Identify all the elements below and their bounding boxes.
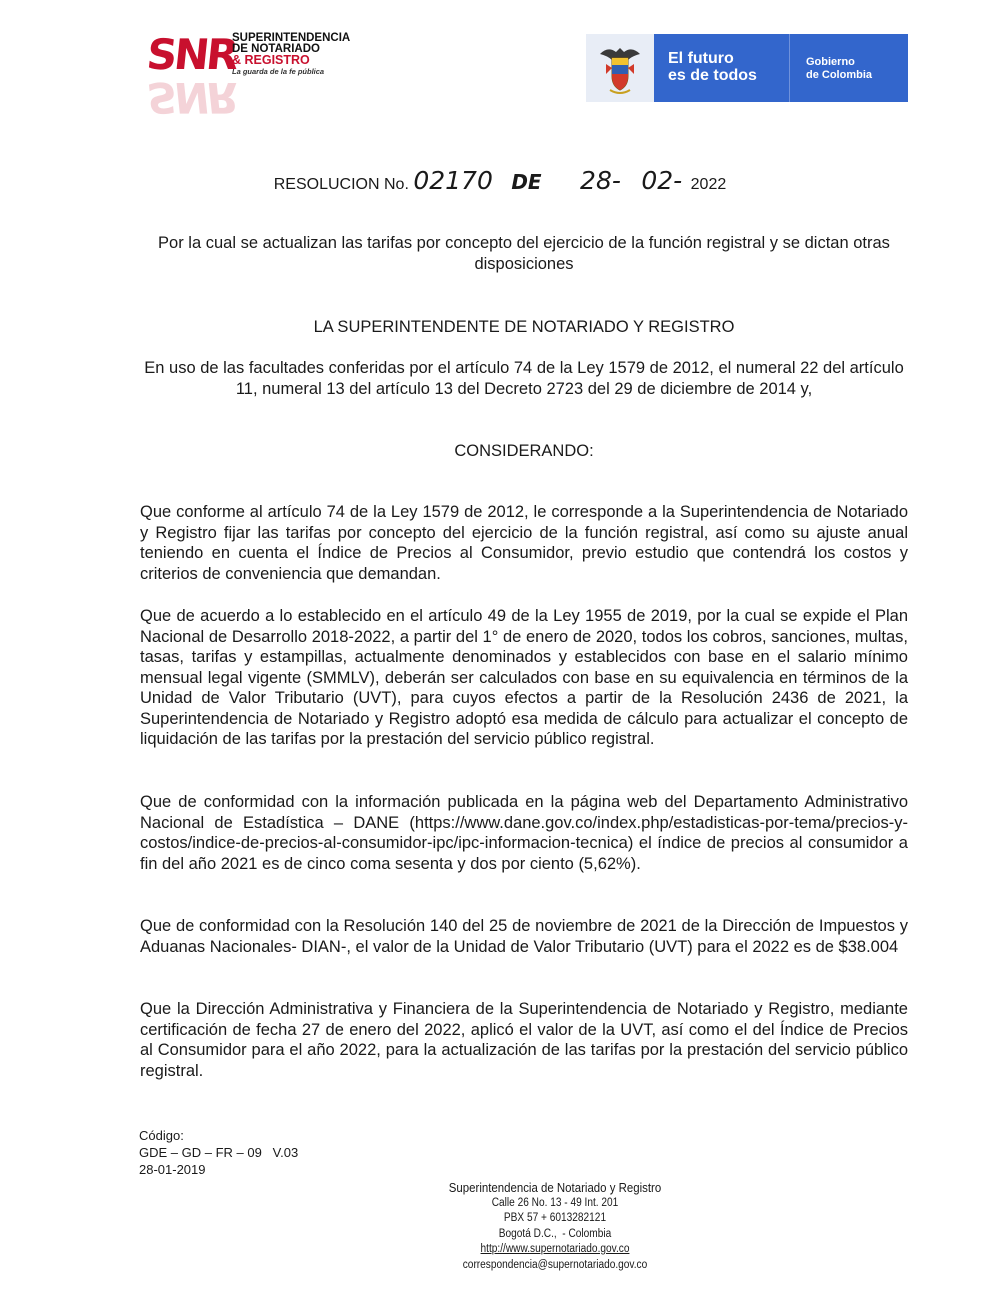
authority-title: LA SUPERINTENDENTE DE NOTARIADO Y REGISTRO — [313, 318, 735, 336]
colombia-coat-of-arms-icon — [586, 34, 654, 102]
resolution-number: 02170 — [413, 166, 493, 195]
resolution-year: 2022 — [690, 176, 727, 193]
document-code-value: GDE – GD – FR – 09 V.03 — [139, 1145, 299, 1160]
paragraph-3: Que de conformidad con la información publicada en la página web del Departamento Administrativo Nacional de Estadística – DANE (https://www.dane.gov.co/index.php/estadisticas-por-tema/precios-y-costos/indice-de-precios-al-consumidor-ipc/ipc-informacion-tecnica) el índice de precios al consumidor a fin del año 2021 es de cinco coma sesenta y dos por ciento (5,62%). — [140, 793, 908, 873]
gov-banner-sub-line2: de Colombia — [806, 69, 873, 81]
footer-org-name: Superintendencia de Notariado y Registro — [448, 1180, 662, 1195]
document-code-label: Código: — [139, 1128, 184, 1143]
paragraph-2: Que de acuerdo a lo establecido en el artículo 49 de la Ley 1955 de 2019, por la cual se expide el Plan Nacional de Desarrollo 2018-2022, a partir del 1° de enero de 2020, todos los cobros, sanciones, multas, tasas, tarifas y estampillas, actualmente denominados y establecidos con base en el salario mínimo mensual legal vigente (SMMLV), deberán ser calculados con base en su equivalencia en términos de la Unidad de Valor Tributario (UVT), para cuyos efectos a partir de la Resolución 2436 de 2021, la Superintendencia de Notariado y Registro adoptó esa medida de cálculo para actualizar el concepto de liquidación de las tarifas por la prestación del servicio público registral. — [140, 607, 908, 748]
snr-logo-tagline: La guarda de la fe pública — [232, 67, 325, 76]
snr-logo-text — [232, 33, 350, 77]
document-code-block — [139, 1127, 298, 1178]
footer-email[interactable]: correspondencia@supernotariado.gov.co — [462, 1258, 648, 1271]
paragraph-4: Que de conformidad con la Resolución 140 del 25 de noviembre de 2021 de la Dirección de Impuestos y Aduanas Nacionales- DIAN-, el valor de la Unidad de Valor Tributario (UVT) para el 2022 es de $38.004 — [140, 917, 908, 956]
gov-banner-slogan — [668, 50, 757, 84]
snr-logo-line1: SUPERINTENDENCIA — [232, 32, 351, 44]
gov-banner-divider — [789, 34, 790, 102]
gov-banner-slogan-line1: El futuro — [668, 50, 734, 67]
paragraph-5: Que la Dirección Administrativa y Financiera de la Superintendencia de Notariado y Registro, mediante certificación de fecha 27 de enero del 2022, aplicó el valor de la UVT, así como el del Índice de Precios al Consumidor para el año 2022, para la actualización de las tarifas por la prestación del servicio público registral. — [140, 1000, 908, 1080]
snr-logo — [144, 30, 351, 122]
resolution-label: RESOLUCION No. — [273, 176, 409, 193]
gov-banner-gobierno — [806, 56, 872, 82]
resolution-de: DE — [511, 170, 542, 194]
resolution-line — [0, 166, 1000, 195]
document-code-date: 28-01-2019 — [139, 1162, 206, 1177]
snr-logo-line3: & REGISTRO — [232, 53, 310, 67]
resolution-subject: Por la cual se actualizan las tarifas por concepto del ejercicio de la función registral y se dictan otras disposiciones — [158, 234, 890, 273]
resolution-month: 02- — [641, 166, 683, 195]
gov-banner — [586, 34, 908, 102]
resolution-day: 28- — [580, 166, 621, 195]
footer-city: Bogotá D.C., - Colombia — [498, 1227, 612, 1240]
footer-website-link[interactable]: http://www.supernotariado.gov.co — [480, 1243, 630, 1255]
footer-phone: PBX 57 + 6013282121 — [503, 1212, 607, 1224]
snr-logo-letters: SNR — [144, 30, 239, 79]
snr-logo-line2: DE NOTARIADO — [232, 43, 320, 55]
footer-address — [401, 1180, 709, 1273]
snr-logo-reflection: SNR — [144, 73, 239, 122]
considering-heading: CONSIDERANDO: — [454, 442, 594, 460]
gov-banner-sub-line1: Gobierno — [806, 56, 855, 68]
powers-statement: En uso de las facultades conferidas por el artículo 74 de la Ley 1579 de 2012, el numeral 22 del artículo 11, numeral 13 del artículo 13 del Decreto 2723 del 29 de diciembre de 2014 y, — [144, 359, 904, 398]
gov-banner-slogan-line2: es de todos — [668, 67, 757, 84]
footer-street: Calle 26 No. 13 - 49 Int. 201 — [491, 1196, 619, 1209]
paragraph-1: Que conforme al artículo 74 de la Ley 1579 de 2012, le corresponde a la Superintendencia de Notariado y Registro fijar las tarifas por concepto del ejercicio de la función registral, así como su ajuste anual teniendo en cuenta el Índice de Precios al Consumidor, previo estudio que contendrá los costos y criterios de conveniencia que demandan. — [140, 503, 908, 583]
